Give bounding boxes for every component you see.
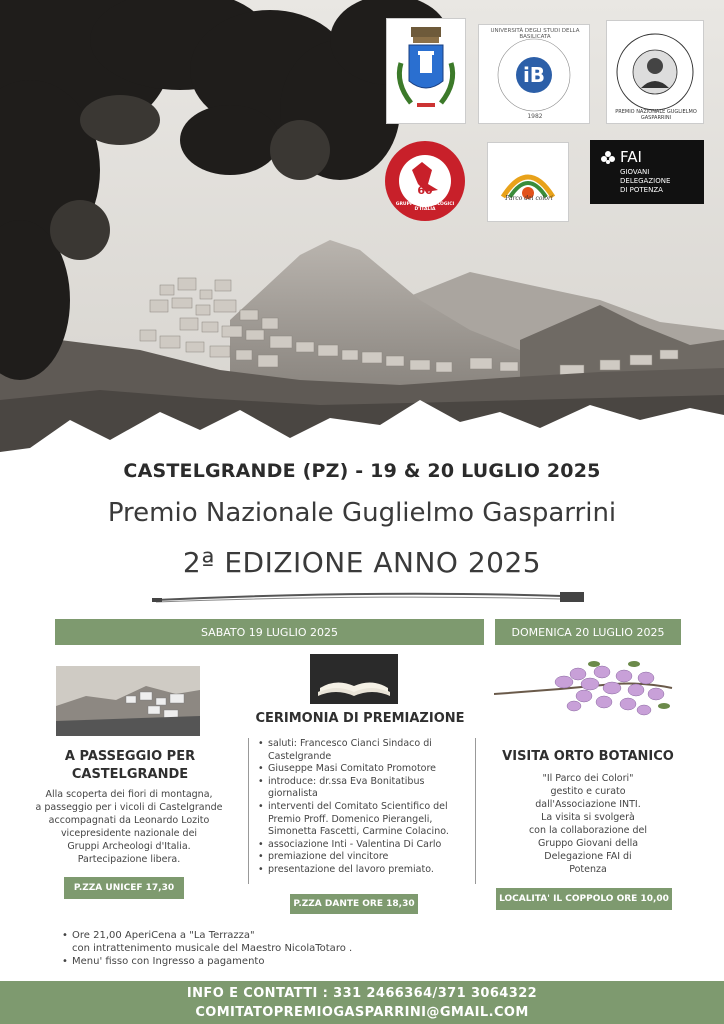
- botanic-title: VISITA ORTO BOTANICO: [502, 749, 674, 764]
- list-item: • presentazione del lavoro premiato.: [258, 864, 472, 877]
- walk-title-line1: A PASSEGGIO PER: [64, 749, 196, 764]
- list-item: • Menu' fisso con Ingresso a pagamento: [62, 955, 482, 968]
- list-item: • Ore 21,00 AperiCena a "La Terrazza" con intrattenimento musicale del Maestro NicolaTotaro .: [62, 929, 482, 955]
- list-item: • premiazione del vincitore: [258, 851, 472, 864]
- gruppi-text: GRUPPI ARCHEOLOGICI D'ITALIA: [395, 202, 455, 212]
- comune-castelgrande-logo: [386, 18, 466, 124]
- ceremony-title: CERIMONIA DI PREMIAZIONE: [255, 711, 465, 726]
- unibas-year: 1982: [527, 113, 543, 120]
- parco-text: Parco dei colori: [505, 195, 553, 202]
- coat-of-arms-icon: [391, 23, 461, 119]
- svg-text:iB: iB: [522, 63, 546, 87]
- open-book-photo: [310, 654, 398, 704]
- premio-gasparrini-logo: [606, 20, 704, 124]
- walk-title-line2: CASTELGRANDE: [71, 767, 189, 782]
- fai-line1: GIOVANI: [620, 168, 650, 176]
- list-item: • Giuseppe Masi Comitato Promotore: [258, 763, 472, 776]
- walk-description: Alla scoperta dei fiori di montagna, a passeggio per i vicoli di Castelgrande accompagnati da Leonardo Lozito vicepresidente nazionale dei Gruppi Archeologi d'Italia. Partecipazione libera.: [35, 789, 223, 865]
- unibas-logo: [478, 24, 590, 124]
- walk-location-badge: P.ZZA UNICEF 17,30: [64, 877, 184, 899]
- village-photo: [56, 666, 200, 736]
- flower-branch-photo: [494, 654, 678, 732]
- list-item: • introduce: dr.ssa Eva Bonitatibus giornalista: [258, 776, 472, 801]
- contact-email[interactable]: COMITATOPREMIOGASPARRINI@GMAIL.COM: [195, 1005, 529, 1020]
- hero-photo: [0, 0, 724, 470]
- list-item: • interventi del Comitato Scientifico del Premio Proff. Domenico Pierangeli, Simonetta Fascetti, Carmine Colacino.: [258, 801, 472, 839]
- fai-line3: DI POTENZA: [620, 186, 663, 194]
- evening-info-list: [62, 929, 482, 968]
- list-item: • associazione Inti - Valentina Di Carlo: [258, 839, 472, 852]
- center-left-rule: [248, 738, 249, 884]
- sunday-bar: [495, 619, 681, 645]
- ceremony-location-badge: P.ZZA DANTE ORE 18,30: [290, 894, 418, 914]
- premio-title: Premio Nazionale Guglielmo Gasparrini: [107, 498, 617, 528]
- unibas-text: UNIVERSITÀ DEGLI STUDI DELLA BASILICATA: [490, 28, 580, 40]
- gruppi-archeologici-logo: [382, 140, 468, 222]
- fai-line2: DELEGAZIONE: [620, 177, 671, 185]
- walk-title: [40, 748, 220, 784]
- botanic-description: "Il Parco dei Colori" gestito e curato dall'Associazione INTI. La visita si svolgerà con la collaborazione del Gruppo Giovani della Delegazione FAI di Potenza: [528, 773, 648, 875]
- sunday-label: DOMENICA 20 LUGLIO 2025: [511, 625, 665, 639]
- fai-flower-icon: [600, 150, 616, 166]
- saturday-bar: [55, 619, 484, 645]
- center-right-rule: [475, 738, 476, 884]
- edition-title: 2ª EDIZIONE ANNO 2025: [182, 546, 542, 579]
- portrait-medallion-icon: [608, 24, 702, 120]
- gruppi-number: 60: [417, 184, 433, 197]
- premio-logo-text: PREMIO NAZIONALE GUGLIELMO GASPARRINI: [615, 109, 697, 121]
- parco-dei-colori-logo: [487, 142, 569, 222]
- fai-title: FAI: [620, 148, 642, 166]
- violin-bow-divider: [152, 586, 592, 608]
- fai-giovani-logo: [590, 140, 704, 204]
- contact-footer: [0, 981, 724, 1024]
- contact-phones: INFO E CONTATTI : 331 2466364/371 3064322: [186, 986, 538, 1001]
- list-item: • saluti: Francesco Cianci Sindaco di Castelgrande: [258, 738, 472, 763]
- saturday-label: SABATO 19 LUGLIO 2025: [201, 625, 338, 639]
- botanic-location-badge: LOCALITA' IL COPPOLO ORE 10,00: [496, 888, 672, 910]
- event-date-heading: CASTELGRANDE (PZ) - 19 & 20 LUGLIO 2025: [123, 460, 601, 482]
- ceremony-program-list: [258, 738, 472, 877]
